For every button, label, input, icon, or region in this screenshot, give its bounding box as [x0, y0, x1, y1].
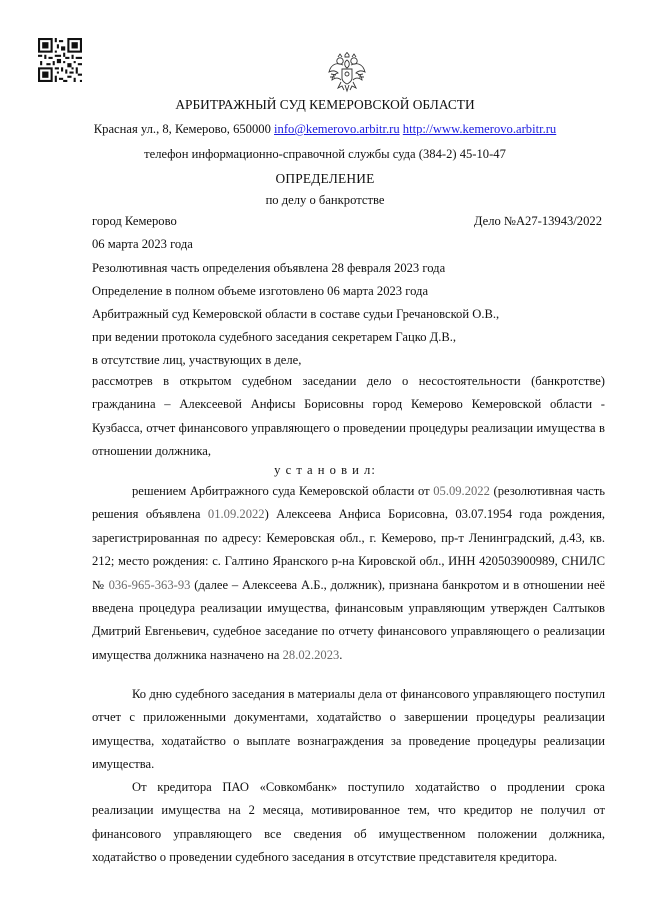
court-email-link[interactable]: info@kemerovo.arbitr.ru [274, 122, 400, 136]
city: город Кемерово [92, 214, 177, 228]
case-number: Дело №А27-13943/2022 [473, 214, 602, 228]
court-address: Красная ул., 8, Кемерово, 650000 [93, 122, 271, 136]
snils-number: 036-965-363-93 [108, 577, 191, 592]
document-date: 06 марта 2023 года [92, 237, 193, 251]
court-composition: Арбитражный суд Кемеровской области в составе судьи Гречановской О.В., [92, 307, 500, 321]
hearing-date: 28.02.2023 [282, 647, 340, 662]
considering-paragraph: рассмотрев в открытом судебном заседании дело о несостоятельности (банкротстве) гражданина – Алексеевой Анфисы Борисовны город Кемерово Кемеровской области - Кузбасса, отчет финансового управляющего о проведении процедуры реализации имущества в отношении должника, [92, 374, 605, 459]
coat-of-arms-icon [327, 52, 367, 94]
decision-paragraph: решением Арбитражного суда Кемеровской области от 05.09.2022 (резолютивная часть решения объявлена 01.09.2022) Алексеева Анфиса Борисовна, 03.07.1954 года рождения, зарегистрированная по адресу: Кемеровская обл., г. Кемерово, пр-т Ленинградский, д.43, кв. 212; место рождения: с. Галтино Яранского р-на Кировской обл., ИНН 420503900989, СНИЛС № 036-965-363-93 (далее – Алексеева А.Б., должник), признана банкротом и в отношении неё введена процедура реализации имущества, финансовым управляющим утвержден Салтыков Дмитрий Евгеньевич, судебное заседание по отчету финансового управляющего о реализации имущества должника назначено на 28.02.2023. [92, 484, 606, 662]
decision-date: 05.09.2022 [433, 484, 490, 498]
creditor-paragraph: От кредитора ПАО «Совкомбанк» поступило ходатайство о продлении срока реализации имущества на 2 месяца, мотивированное тем, что кредитор не получил от финансового управляющего все сведения об имущественном положении должника, ходатайство о проведении судебного заседания в отсутствие представителя кредитора. [92, 780, 605, 865]
parties-absence: в отсутствие лиц, участвующих в деле, [92, 353, 302, 367]
full-text-date: Определение в полном объеме изготовлено 06 марта 2023 года [92, 284, 429, 298]
resolution-announced: Резолютивная часть определения объявлена 28 февраля 2023 года [92, 261, 446, 275]
court-phone: телефон информационно-справочной службы суда (384-2) 45-10-47 [144, 147, 506, 161]
document-title: ОПРЕДЕЛЕНИЕ [275, 171, 375, 186]
protocol-secretary: при ведении протокола судебного заседания секретарем Гацко Д.В., [92, 330, 457, 344]
court-contacts [0, 121, 650, 137]
resolution-date: 01.09.2022 [207, 507, 265, 522]
report-paragraph: Ко дню судебного заседания в материалы дела от финансового управляющего поступил отчет с приложенными документами, ходатайство о завершении процедуры реализации имущества, ходатайство о выплате вознаграждения за проведение процедуры реализации имущества. [92, 687, 605, 772]
qr-code-icon [38, 38, 82, 82]
court-website-link[interactable]: http://www.kemerovo.arbitr.ru [402, 122, 557, 136]
established-heading: у с т а н о в и л: [274, 463, 376, 477]
document-subtitle: по делу о банкротстве [265, 193, 385, 207]
court-name: АРБИТРАЖНЫЙ СУД КЕМЕРОВСКОЙ ОБЛАСТИ [175, 97, 475, 112]
